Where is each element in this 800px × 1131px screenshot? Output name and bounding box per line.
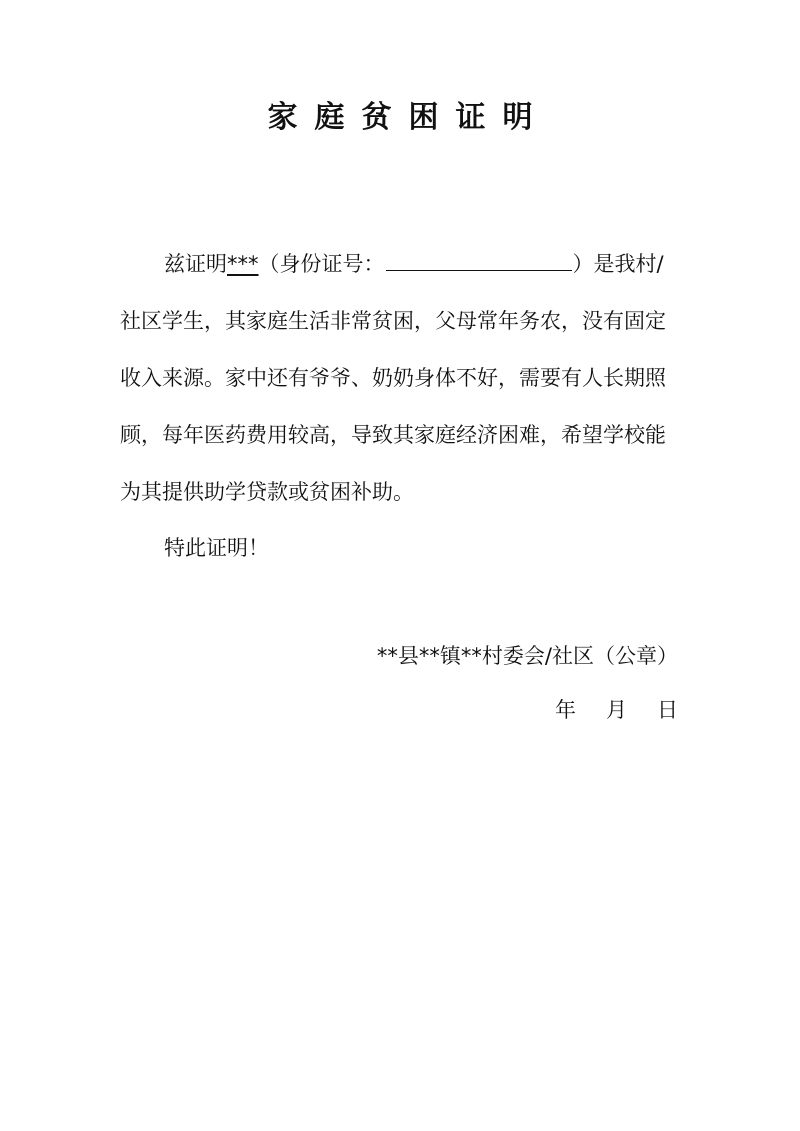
certificate-body bbox=[120, 236, 690, 521]
date-month: 月 bbox=[606, 698, 627, 722]
id-number-label: （身份证号： bbox=[258, 252, 385, 276]
body-line-5: 为其提供助学贷款或贫困补助。 bbox=[120, 480, 414, 504]
student-name-placeholder: *** bbox=[227, 252, 259, 276]
closing-statement: 特此证明！ bbox=[164, 536, 269, 560]
date-line bbox=[555, 682, 678, 739]
id-number-blank bbox=[386, 252, 572, 271]
body-line-4: 顾，每年医药费用较高，导致其家庭经济困难，希望学校能 bbox=[120, 423, 666, 447]
date-day: 日 bbox=[657, 698, 678, 722]
body-line-1 bbox=[120, 236, 690, 293]
date-year: 年 bbox=[555, 698, 576, 722]
body-line-1-suffix: ）是我村/ bbox=[572, 252, 664, 276]
body-line-1-prefix: 兹证明 bbox=[164, 252, 227, 276]
body-line-3: 收入来源。家中还有爷爷、奶奶身体不好，需要有人长期照 bbox=[120, 366, 666, 390]
issuer-signature: **县**镇**村委会/社区（公章） bbox=[376, 644, 678, 668]
body-line-2: 社区学生，其家庭生活非常贫困，父母常年务农，没有固定 bbox=[120, 309, 666, 333]
document-title: 家庭贫困证明 bbox=[267, 100, 550, 135]
